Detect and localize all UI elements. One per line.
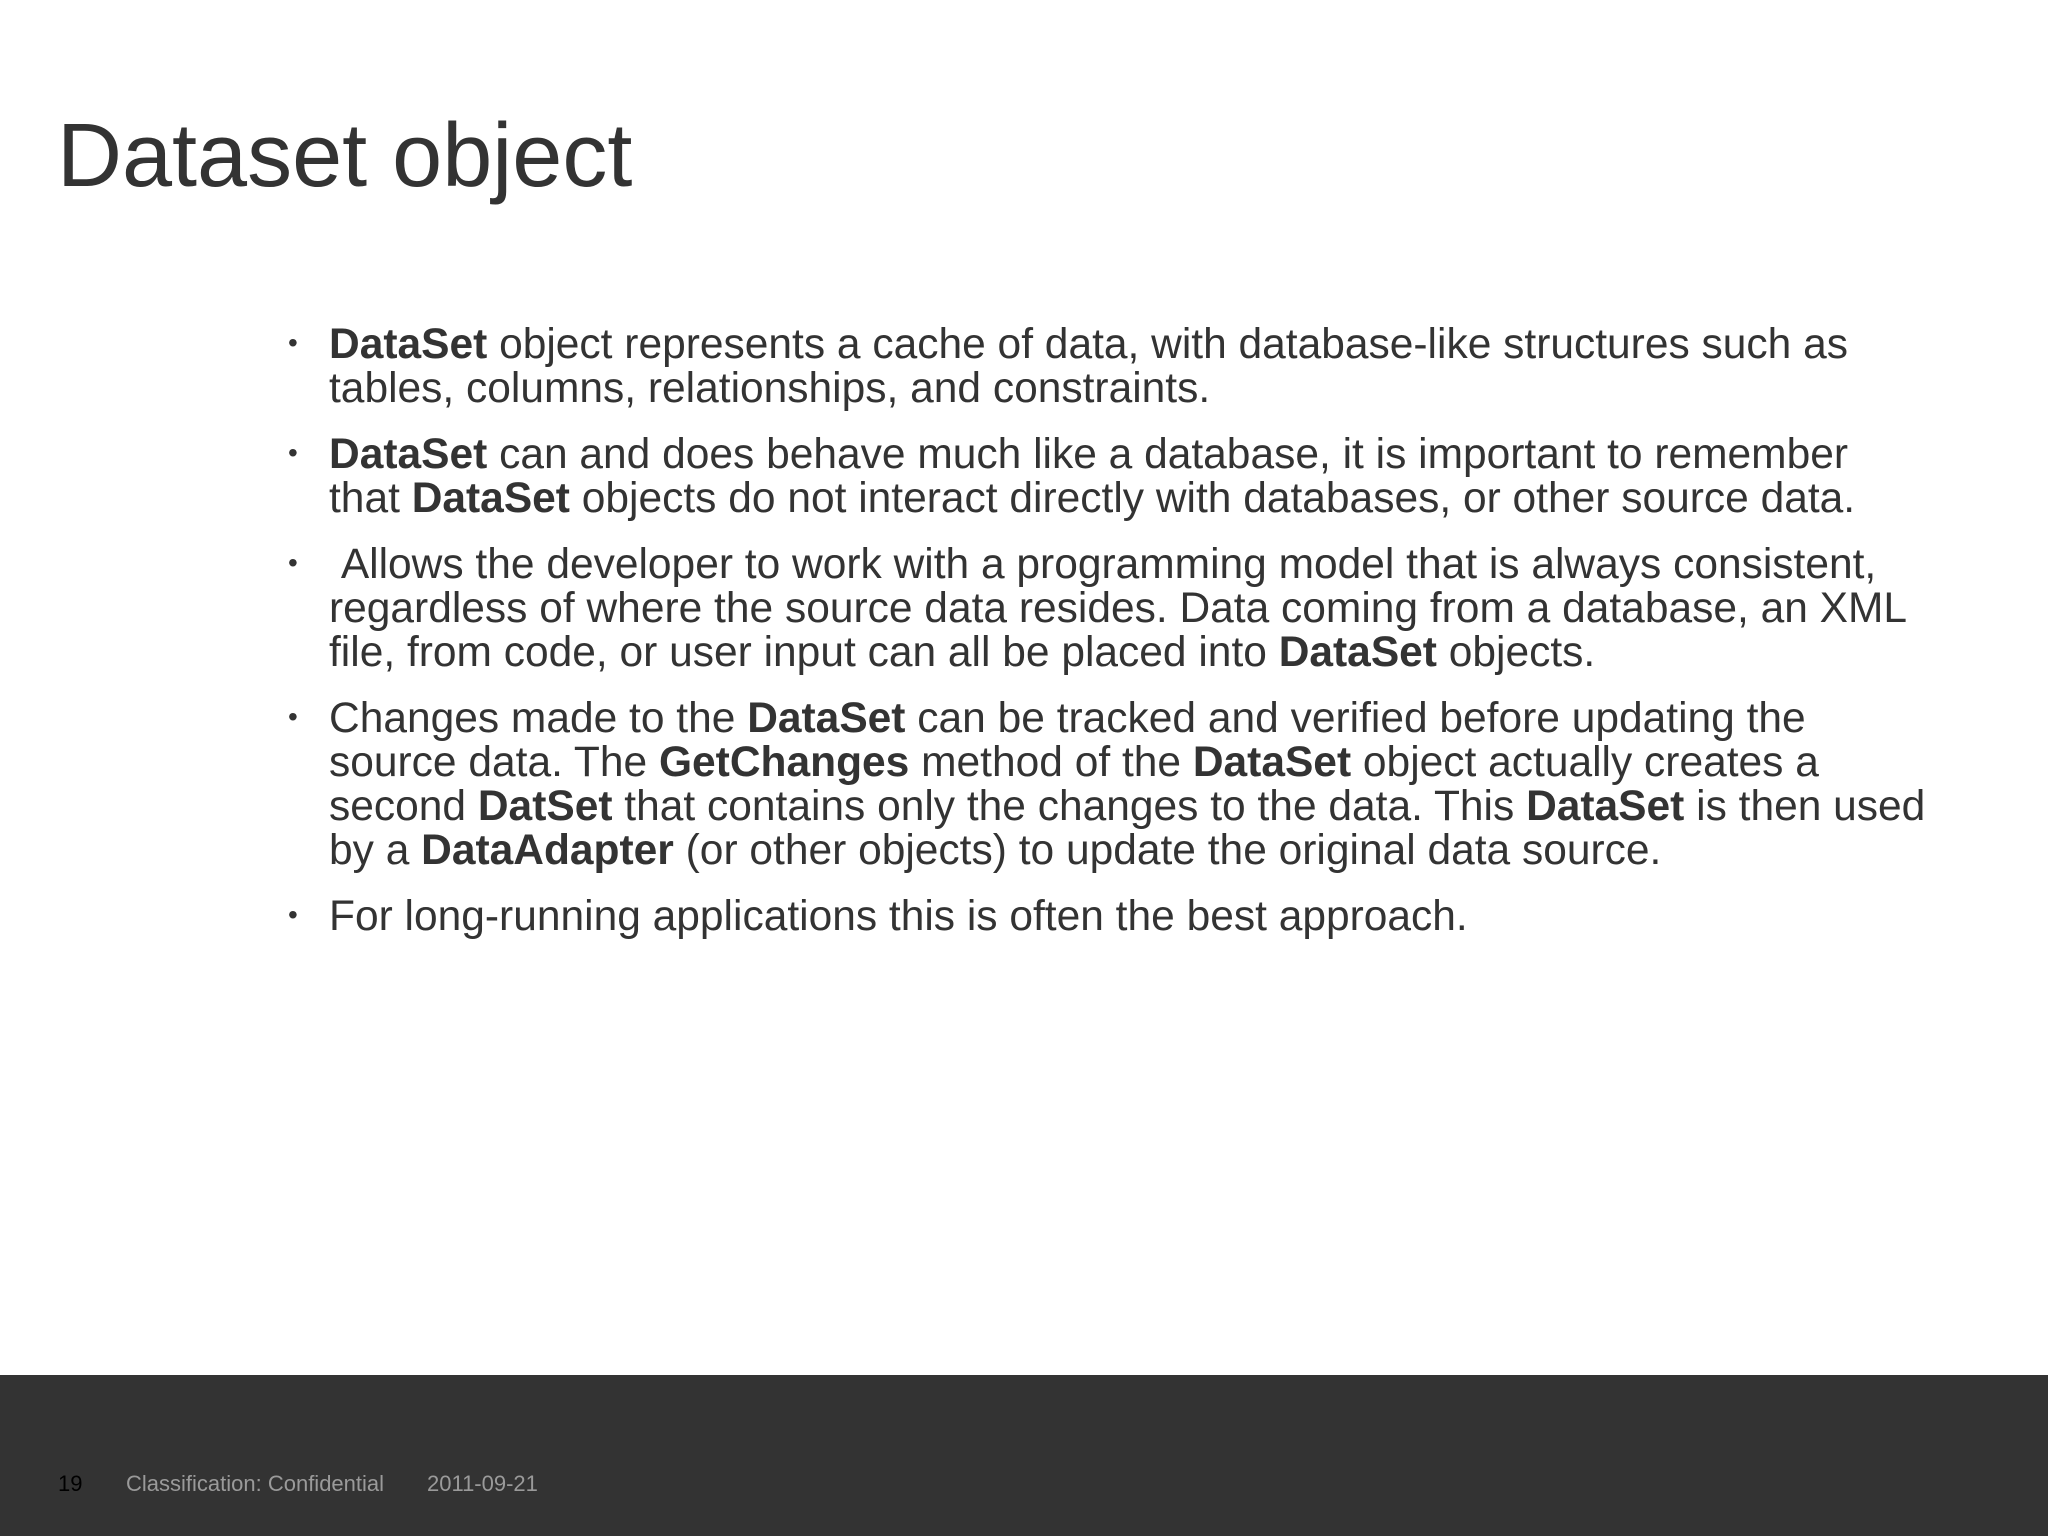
text-run: method of the <box>909 739 1193 786</box>
bold-term: DatSet <box>477 783 613 830</box>
bullet-item <box>288 541 1929 676</box>
bullet-text <box>329 893 1468 940</box>
bold-term: DataSet <box>329 321 488 368</box>
bullet-text <box>329 695 1925 874</box>
bullet-icon: • <box>288 437 298 468</box>
bullet-icon: • <box>288 547 298 578</box>
bullet-item <box>288 321 1929 412</box>
bold-term: DataAdapter <box>421 827 674 874</box>
date-label: 2011-09-21 <box>427 1471 538 1496</box>
bullet-icon: • <box>288 899 298 930</box>
bullet-text <box>329 431 1855 522</box>
bold-term: DataSet <box>329 431 488 478</box>
text-run: object represents a cache of data, with database-like structures such as tables, columns, relationships, and constraints. <box>329 321 1848 412</box>
classification-label: Classification: Confidential <box>126 1471 385 1496</box>
bullet-icon: • <box>288 701 298 732</box>
bold-term: GetChanges <box>658 739 910 786</box>
bullet-text <box>329 321 1848 412</box>
text-run: (or other objects) to update the original data source. <box>673 827 1662 874</box>
page-number: 19 <box>58 1471 83 1496</box>
slide-title: Dataset object <box>57 106 633 206</box>
text-run: objects. <box>1436 629 1596 676</box>
text-run: Changes made to the <box>329 695 748 742</box>
text-run: Allows the developer to work with a programming model that is always consistent, regardless of where the source data resides. Data coming from a database, an XML file, from code, or user input can all be placed into <box>329 541 1918 676</box>
bold-term: DataSet <box>411 475 570 522</box>
text-run: can and does behave much like a database, it is important to remember that <box>329 431 1849 522</box>
text-run: For long-running applications this is often the best approach. <box>329 893 1468 940</box>
bullet-icon: • <box>288 327 298 358</box>
text-run: objects do not interact directly with databases, or other source data. <box>569 475 1856 522</box>
bullet-text <box>329 541 1917 676</box>
bold-term: DataSet <box>1278 629 1437 676</box>
bullet-item <box>288 431 1929 522</box>
bold-term: DataSet <box>1526 783 1685 830</box>
bold-term: DataSet <box>1192 739 1352 786</box>
bullet-list <box>288 321 1929 961</box>
text-run: can be tracked and verified before updating the source data. The <box>329 695 1806 786</box>
footer-bar <box>0 1375 2048 1536</box>
bullet-item <box>288 893 1929 940</box>
text-run: that contains only the changes to the data. This <box>612 783 1527 830</box>
bold-term: DataSet <box>747 695 906 742</box>
text-run: object actually creates a second <box>329 739 1819 830</box>
bullet-item <box>288 695 1929 874</box>
text-run: is then used by a <box>329 783 1926 874</box>
